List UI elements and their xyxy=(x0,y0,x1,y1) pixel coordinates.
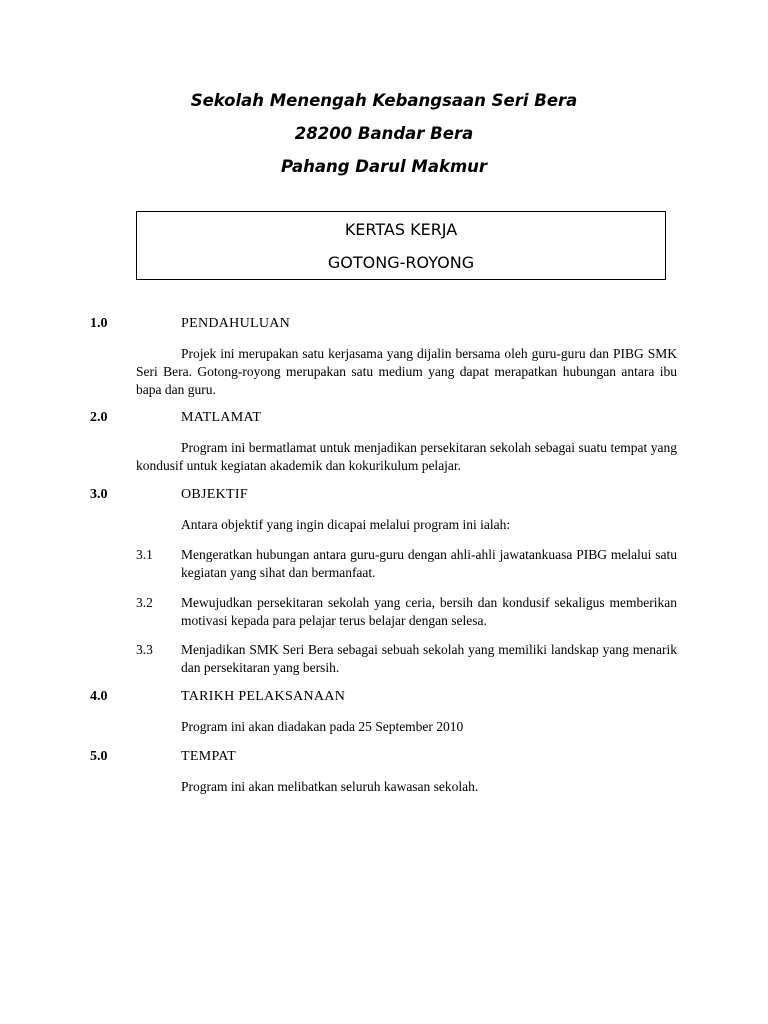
school-name: Sekolah Menengah Kebangsaan Seri Bera xyxy=(190,91,578,110)
objective-text: Mengeratkan hubungan antara guru-guru dengan ahli-ahli jawatankuasa PIBG melalui satu kegiatan yang sihat dan bermanfaat. xyxy=(181,547,677,580)
school-state: Pahang Darul Makmur xyxy=(280,157,488,176)
section-paragraph: Projek ini merupakan satu kerjasama yang dijalin bersama oleh guru-guru dan PIBG SMK Seri Bera. Gotong-royong merupakan satu medium yang dapat merapatkan hubungan antara ibu bapa dan guru. xyxy=(136,346,677,397)
section-intro: Antara objektif yang ingin dicapai melalui program ini ialah: xyxy=(181,517,511,532)
section-paragraph: Program ini akan diadakan pada 25 September 2010 xyxy=(181,719,464,734)
title-line-2: GOTONG-ROYONG xyxy=(327,253,475,272)
section-number: 5.0 xyxy=(90,749,108,764)
section-number: 1.0 xyxy=(90,316,108,331)
objective-number: 3.2 xyxy=(136,595,153,610)
section-heading: PENDAHULUAN xyxy=(181,316,291,331)
school-postcode-town: 28200 Bandar Bera xyxy=(294,124,474,143)
title-line-1: KERTAS KERJA xyxy=(344,220,458,239)
section-paragraph: Program ini akan melibatkan seluruh kawasan sekolah. xyxy=(181,779,479,794)
objective-text: Mewujudkan persekitaran sekolah yang ceria, bersih dan kondusif sekaligus memberikan motivasi kepada para pelajar terus belajar dengan selesa. xyxy=(181,595,677,628)
section-number: 4.0 xyxy=(90,689,108,704)
section-heading: TARIKH PELAKSANAAN xyxy=(181,689,346,704)
section-heading: MATLAMAT xyxy=(181,410,262,425)
section-heading: TEMPAT xyxy=(181,749,236,764)
section-heading: OBJEKTIF xyxy=(181,487,248,502)
section-number: 3.0 xyxy=(90,487,108,502)
objective-number: 3.1 xyxy=(136,547,153,562)
title-box xyxy=(136,211,666,280)
objective-number: 3.3 xyxy=(136,642,153,657)
section-paragraph: Program ini bermatlamat untuk menjadikan persekitaran sekolah sebagai suatu tempat yang kondusif untuk kegiatan akademik dan kokurikulum pelajar. xyxy=(136,440,677,473)
objective-text: Menjadikan SMK Seri Bera sebagai sebuah sekolah yang memiliki landskap yang menarik dan persekitaran yang bersih. xyxy=(181,642,677,675)
section-number: 2.0 xyxy=(90,410,108,425)
